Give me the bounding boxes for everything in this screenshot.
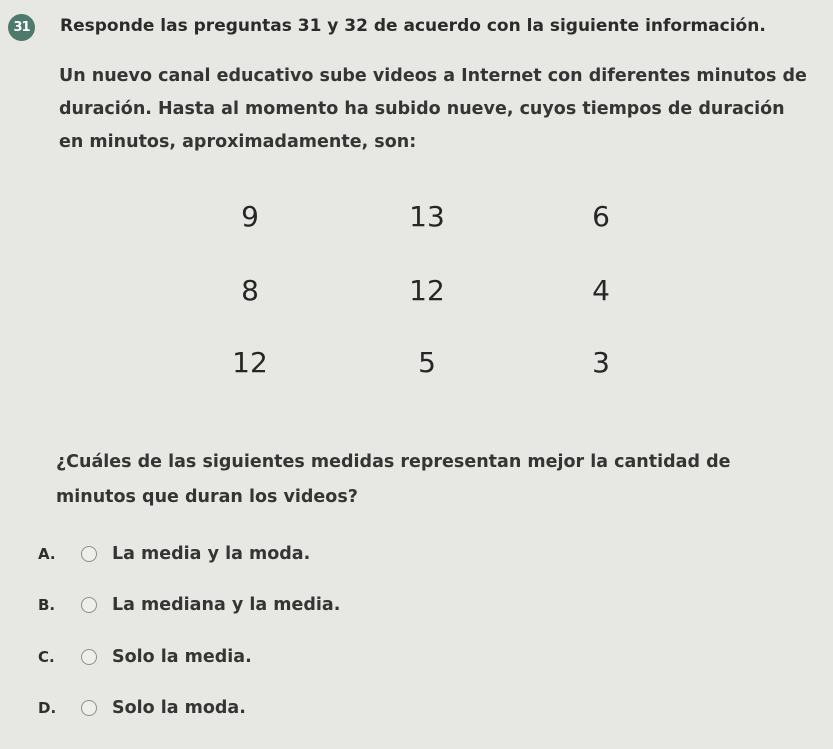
- duration-value: 12: [409, 274, 445, 307]
- intro-line: duración. Hasta al momento ha subido nueve, cuyos tiempos de duración: [59, 99, 785, 119]
- question-line: minutos que duran los videos?: [56, 487, 358, 507]
- option-a[interactable]: [38, 542, 310, 566]
- duration-value: 4: [592, 274, 610, 307]
- intro-line: en minutos, aproximadamente, son:: [59, 132, 417, 152]
- duration-value: 12: [232, 346, 268, 379]
- option-text: La media y la moda.: [112, 544, 311, 564]
- question-line: ¿Cuáles de las siguientes medidas representan mejor la cantidad de: [56, 452, 731, 472]
- radio-button[interactable]: [81, 700, 97, 716]
- option-text: Solo la media.: [112, 647, 252, 667]
- duration-value: 5: [418, 346, 436, 379]
- instruction-text: Responde las preguntas 31 y 32 de acuerdo con la siguiente información.: [60, 16, 766, 36]
- option-letter: D.: [38, 699, 57, 717]
- option-letter: B.: [38, 596, 56, 614]
- duration-value: 9: [241, 200, 259, 233]
- intro-line: Un nuevo canal educativo sube videos a Internet con diferentes minutos de: [59, 66, 807, 86]
- option-b[interactable]: [38, 593, 340, 617]
- option-c[interactable]: [38, 645, 252, 669]
- radio-button[interactable]: [81, 649, 97, 665]
- question-text: [56, 445, 816, 515]
- option-text: Solo la moda.: [112, 698, 246, 718]
- question-number-badge: 31: [8, 14, 35, 41]
- radio-button[interactable]: [81, 546, 97, 562]
- option-letter: A.: [38, 545, 56, 563]
- radio-button[interactable]: [81, 597, 97, 613]
- option-text: La mediana y la media.: [112, 595, 341, 615]
- duration-value: 6: [592, 200, 610, 233]
- option-d[interactable]: [38, 696, 246, 720]
- duration-value: 8: [241, 274, 259, 307]
- duration-value: 3: [592, 346, 610, 379]
- option-letter: C.: [38, 648, 55, 666]
- duration-value: 13: [409, 200, 445, 233]
